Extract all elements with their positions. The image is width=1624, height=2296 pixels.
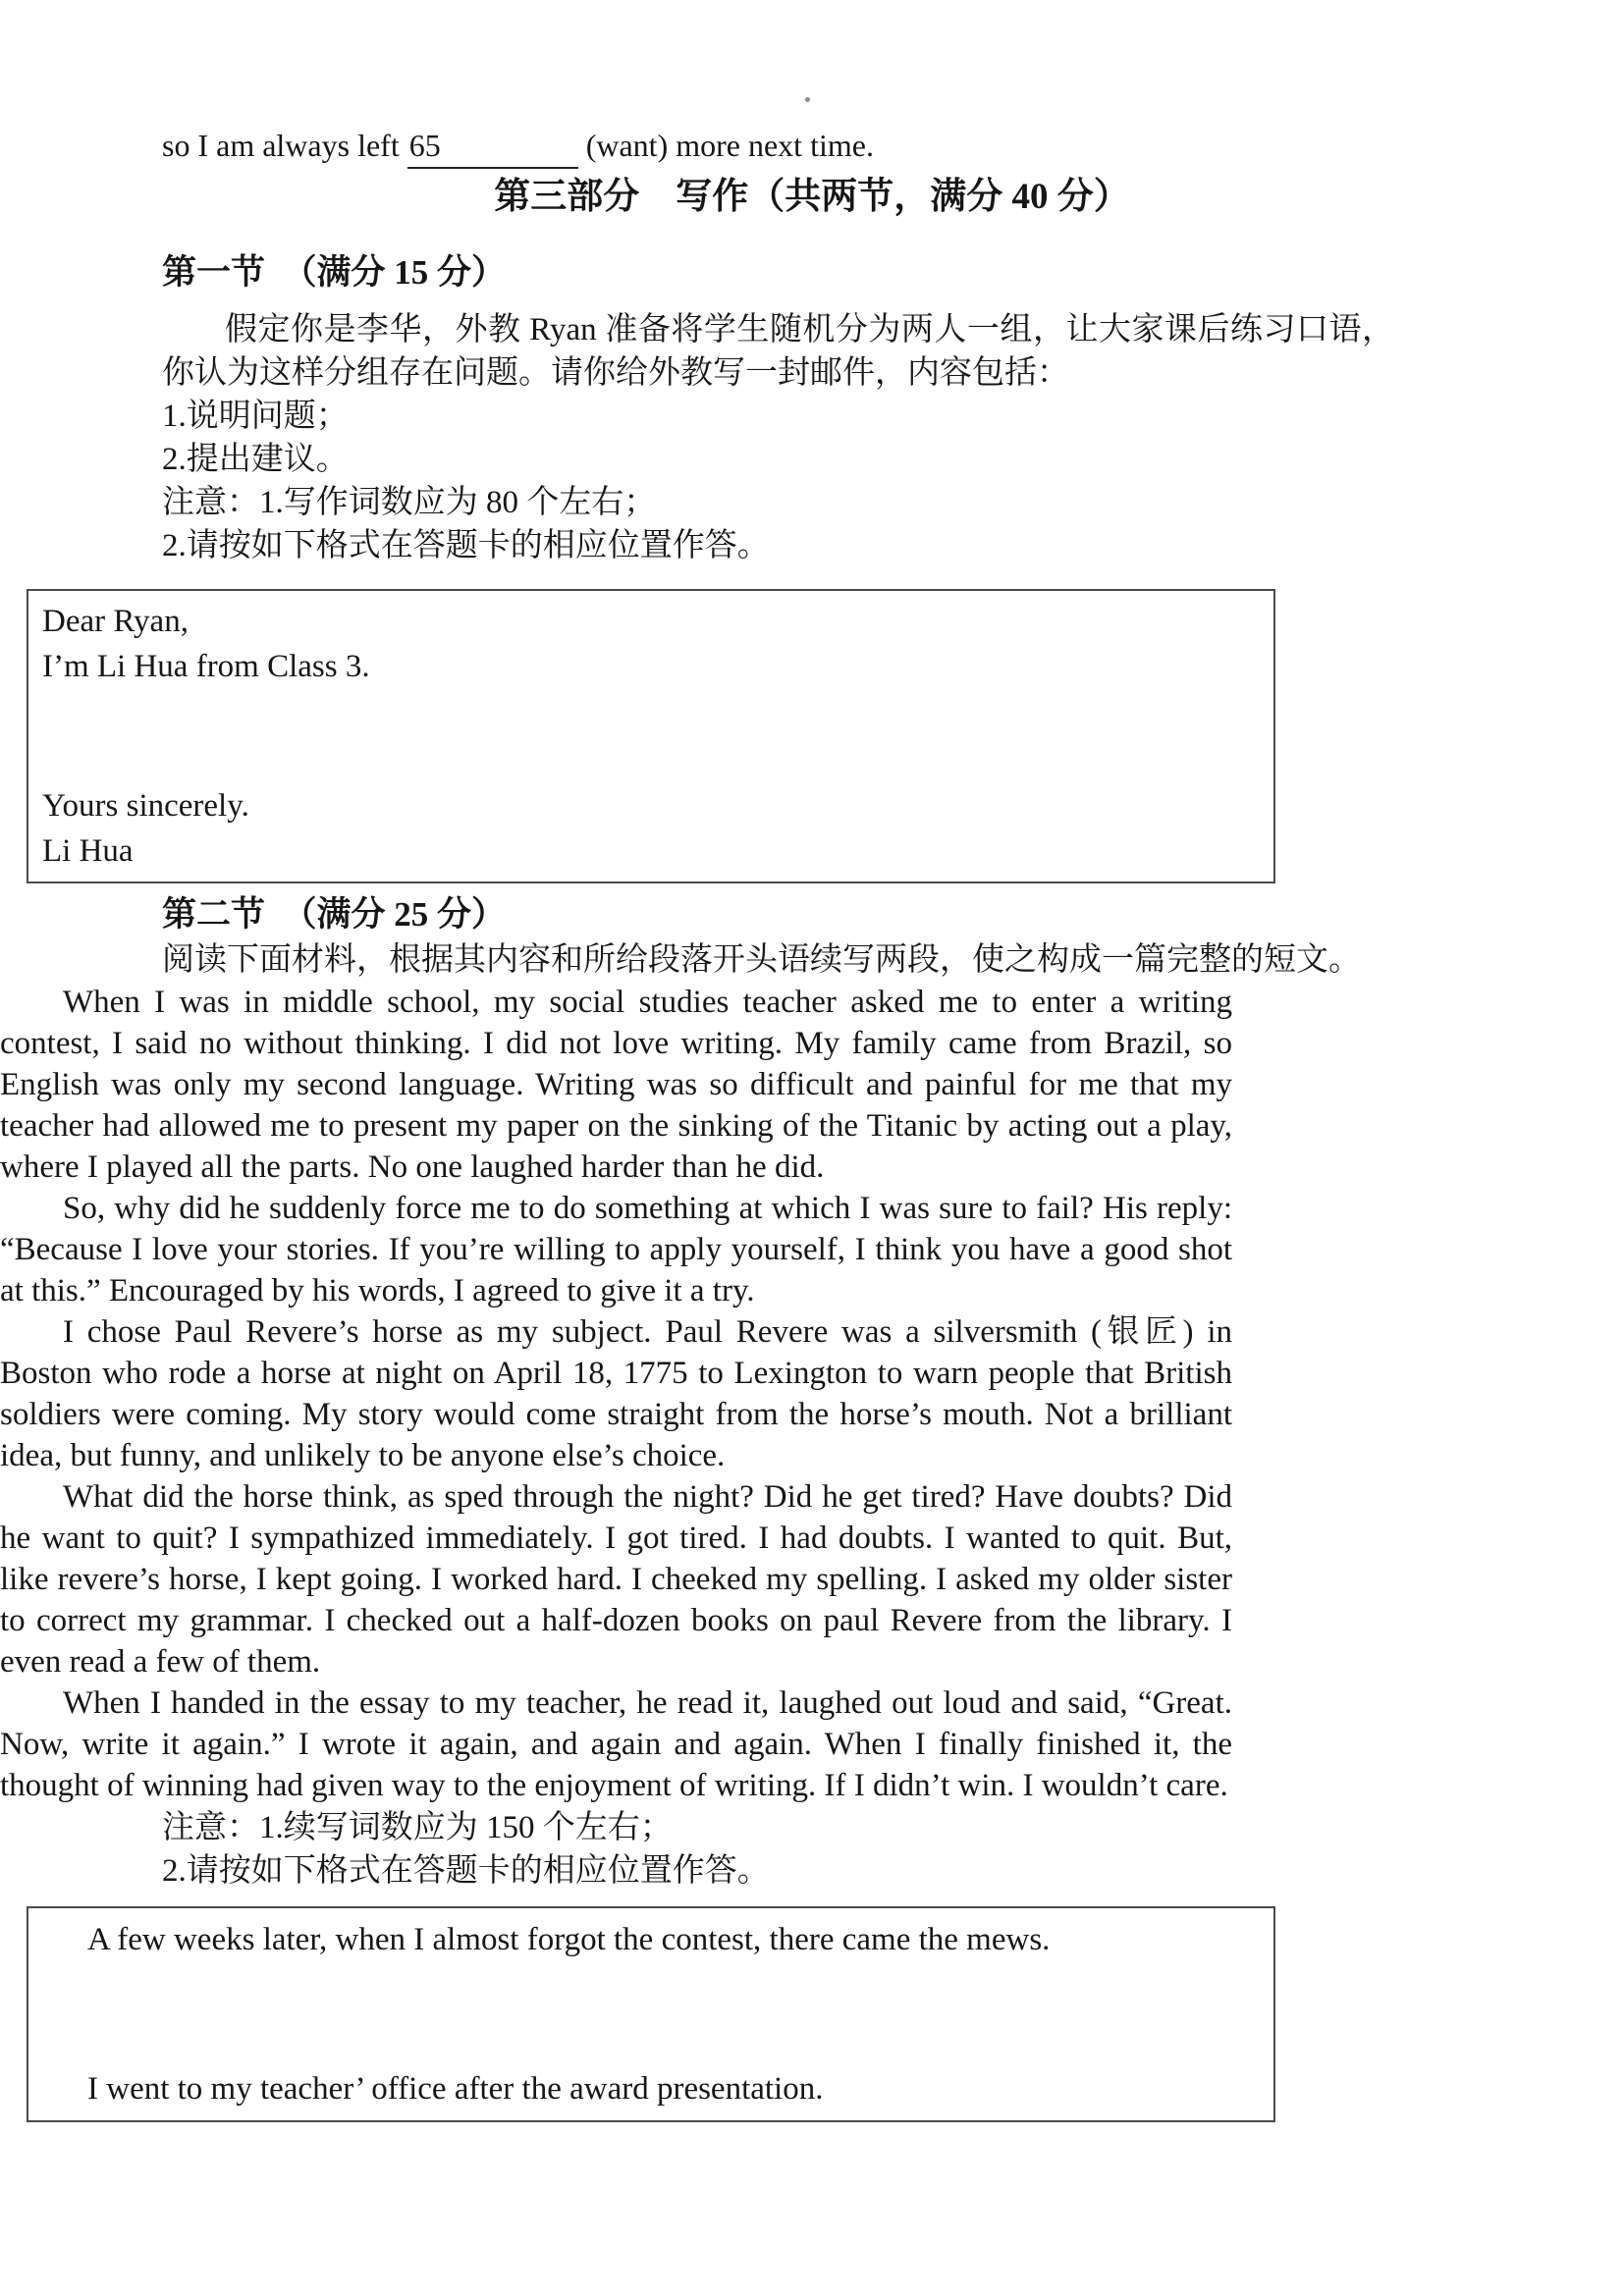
section1-heading: 第一节 （满分 15 分） (162, 253, 507, 292)
section1-note-2: 2.请按如下格式在答题卡的相应位置作答。 (162, 528, 770, 563)
blank-underline-65 (407, 124, 578, 169)
section2-note-1: 注意：1.续写词数应为 150 个左右； (162, 1810, 673, 1845)
story-paragraph-2: So, why did he suddenly force me to do something at which I was sure to fail? His reply: “Because I love your stories. If you’re willing to apply yourself, I think you have a good shot at this.” Encouraged by his words, I agreed to give it a try. (0, 1191, 1232, 1308)
blank-writing-space (42, 689, 1254, 783)
part3-heading: 第三部分 写作（共两节，满分 40 分） (494, 177, 1130, 217)
answer-box-letter (27, 589, 1275, 883)
letter-salutation: Dear Ryan, (42, 604, 189, 639)
letter-closing: Yours sincerely. (42, 788, 249, 824)
continuation-opening-1: A few weeks later, when I almost forgot the contest, there came the mews. (87, 1922, 1051, 1957)
letter-signature: Li Hua (42, 833, 134, 869)
section1-prompt: 假定你是李华，外教 Ryan 准备将学生随机分为两人一组，让大家课后练习口语，你认为这样分组存在问题。请你给外教写一封邮件，内容包括： (162, 312, 1394, 391)
story-paragraph-4: What did the horse think, as sped through the night? Did he get tired? Have doubts? Did he want to quit? I sympathized immediately. I got tired. I had doubts. I wanted to quit. But, like revere’s horse, I kept going. I worked hard. I cheeked my spelling. I asked my older sister to correct my grammar. I checked out a half-dozen books on paul Revere from the library. I even read a few of them. (0, 1479, 1232, 1680)
gapfill-suffix: (want) more next time. (577, 128, 874, 163)
story-paragraph-1: When I was in middle school, my social studies teacher asked me to enter a writing contest, I said no without thinking. I did not love writing. My family came from Brazil, so English was only my second language. Writing was so difficult and painful for me that my teacher had allowed me to present my paper on the sinking of the Titanic by acting out a play, where I played all the parts. No one laughed harder than he did. (0, 985, 1232, 1185)
gapfill-prefix: so I am always left (162, 128, 407, 163)
gapfill-line (162, 124, 1394, 169)
answer-box-continuation (27, 1906, 1275, 2122)
section1-point-2: 2.提出建议。 (162, 442, 349, 477)
continuation-opening-2: I went to my teacher’ office after the award presentation. (87, 2071, 824, 2107)
section2-heading: 第二节 （满分 25 分） (162, 895, 507, 934)
blank-writing-space (42, 1961, 1254, 2067)
section2-note-2: 2.请按如下格式在答题卡的相应位置作答。 (162, 1853, 770, 1889)
blank-number: 65 (408, 128, 441, 163)
section2-instruction: 阅读下面材料，根据其内容和所给段落开头语续写两段，使之构成一篇完整的短文。 (162, 942, 1361, 978)
story-paragraph-5: When I handed in the essay to my teacher, he read it, laughed out loud and said, “Great. Now, write it again.” I wrote it again, and again and again. When I finally finished it, the thought of winning had given way to the enjoyment of writing. If I didn’t win. I wouldn’t care. (0, 1685, 1232, 1803)
section1-note-1: 注意：1.写作词数应为 80 个左右； (162, 485, 657, 520)
section1-point-1: 1.说明问题； (162, 399, 349, 434)
story-paragraph-3: I chose Paul Revere’s horse as my subject. Paul Revere was a silversmith (银匠) in Boston who rode a horse at night on April 18, 1775 to Lexington to warn people that British soldiers were coming. My story would come straight from the horse’s mouth. Not a brilliant idea, but funny, and unlikely to be anyone else’s choice. (0, 1314, 1232, 1473)
letter-opening: I’m Li Hua from Class 3. (42, 649, 370, 684)
stray-scan-mark (805, 97, 810, 102)
